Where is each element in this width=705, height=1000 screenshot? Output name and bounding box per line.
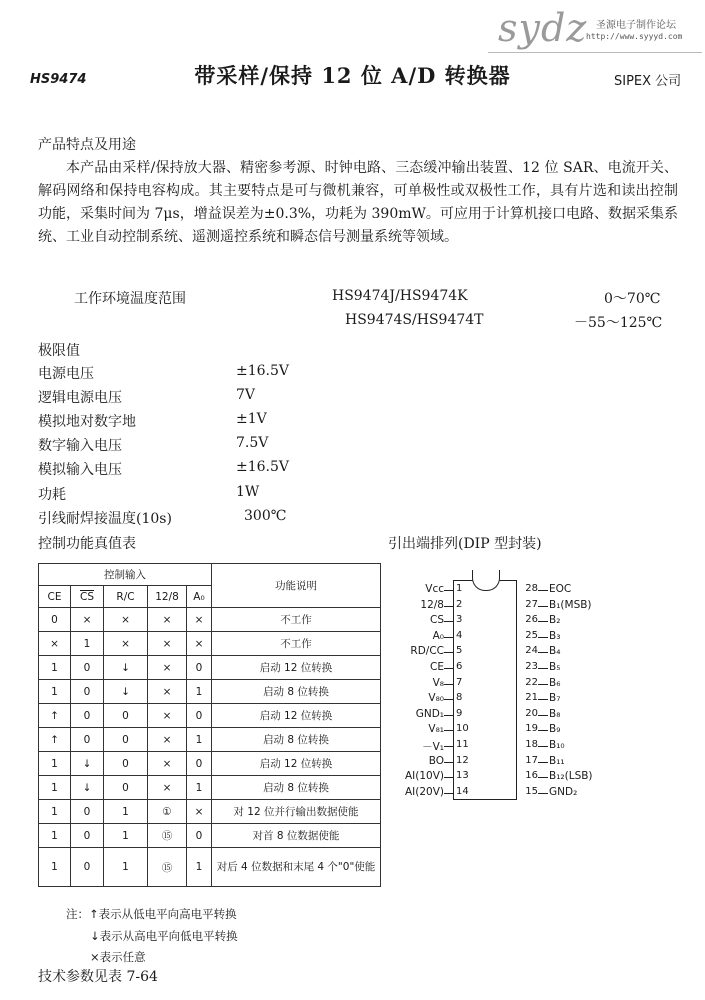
pin-label-right: B₁₁ (549, 754, 565, 767)
pin-number-left: 11 (456, 739, 469, 750)
table-row (39, 824, 381, 848)
column-header-ce: CE (39, 586, 71, 608)
pin-lead-left (444, 730, 453, 731)
truth-table-heading: 控制功能真值表 (38, 536, 136, 552)
pin-number-right: 26 (525, 614, 538, 626)
limit-label: 电源电压 (38, 366, 94, 382)
table-row (39, 632, 381, 656)
pin-number-right: 17 (525, 754, 538, 766)
pin-number-left: 8 (456, 692, 463, 704)
pin-label-right: B₂ (549, 614, 561, 627)
pin-label-right: GND₂ (549, 785, 578, 798)
table-cell: 0 (71, 680, 104, 704)
column-header-a0: A₀ (187, 586, 212, 608)
table-cell: ↓ (104, 656, 148, 680)
watermark-url: http://www.syyyd.com (586, 32, 683, 41)
table-cell: ↓ (71, 776, 104, 800)
pin-label-right: B₉ (549, 723, 561, 736)
pin-label-right: B₆ (549, 676, 561, 689)
table-cell: × (148, 632, 187, 656)
pin-lead-right (538, 762, 548, 763)
pin-label-right: B₁₂(LSB) (549, 770, 593, 783)
table-cell: 0 (187, 704, 212, 728)
function-cell: 启动 12 位转换 (212, 752, 381, 776)
function-cell: 对首 8 位数据使能 (212, 824, 381, 848)
pin-lead-left (444, 606, 453, 607)
table-cell: 0 (71, 656, 104, 680)
table-cell: ↓ (71, 752, 104, 776)
page-title: 带采样/保持 12 位 A/D 转换器 (194, 63, 511, 88)
table-cell: 1 (187, 776, 212, 800)
pin-lead-left (444, 637, 453, 638)
table-row (39, 608, 381, 632)
pin-label-right: B₃ (549, 629, 561, 642)
truth-table-body (39, 608, 381, 887)
table-cell: 1 (104, 800, 148, 824)
truth-table-group-header: 控制输入 (39, 564, 212, 586)
pin-number-right: 25 (525, 629, 538, 641)
table-cell: 1 (39, 776, 71, 800)
pin-number-left: 3 (456, 614, 463, 626)
limit-label: 数字输入电压 (38, 438, 122, 454)
table-cell: ↓ (104, 680, 148, 704)
limit-value: 1W (236, 484, 260, 500)
table-cell: ↑ (39, 704, 71, 728)
table-cell: 0 (71, 824, 104, 848)
pin-label-right: B₈ (549, 707, 561, 720)
pin-lead-right (538, 793, 548, 794)
table-cell: 0 (187, 824, 212, 848)
pin-lead-left (444, 684, 453, 685)
table-row (39, 728, 381, 752)
pin-lead-left (444, 746, 453, 747)
table-cell: × (39, 632, 71, 656)
column-header-cs: $\overline{CS}$ (71, 586, 104, 608)
table-cell: × (187, 632, 212, 656)
pin-lead-right (538, 637, 548, 638)
limit-value: 7V (236, 387, 256, 403)
function-cell: 启动 8 位转换 (212, 680, 381, 704)
limit-value: ±1V (236, 411, 267, 427)
table-row (39, 704, 381, 728)
function-cell: 对 12 位并行输出数据使能 (212, 800, 381, 824)
pin-number-right: 15 (525, 785, 538, 797)
pin-lead-right (538, 684, 548, 685)
pin-label-left: V₈ (432, 676, 444, 689)
pin-number-left: 9 (456, 707, 463, 719)
table-cell: × (104, 632, 148, 656)
table-cell: × (148, 656, 187, 680)
table-cell: 0 (71, 848, 104, 887)
pin-lead-right (538, 777, 548, 778)
pin-lead-left (444, 590, 453, 591)
pin-label-left: BO (428, 754, 444, 767)
function-cell: 启动 12 位转换 (212, 704, 381, 728)
pin-label-left: GND₁ (415, 707, 444, 720)
pin-label-right: B₁₀ (549, 739, 565, 751)
pin-lead-left (444, 715, 453, 716)
table-cell: 0 (104, 728, 148, 752)
table-row (39, 776, 381, 800)
part-number: HS9474 (30, 72, 87, 87)
limit-value: 300℃ (244, 508, 287, 524)
table-cell: × (148, 752, 187, 776)
table-cell: 1 (71, 632, 104, 656)
truth-table-function-header: 功能说明 (212, 564, 381, 608)
pin-label-right: B₇ (549, 692, 561, 705)
table-cell: × (148, 776, 187, 800)
pin-number-left: 12 (456, 754, 469, 766)
pin-label-right: EOC (549, 583, 572, 595)
table-cell: 1 (39, 680, 71, 704)
operating-temp-models-1: HS9474J/HS9474K (332, 288, 468, 304)
table-cell: × (148, 608, 187, 632)
table-row (39, 752, 381, 776)
table-row (39, 848, 381, 887)
table-cell: × (148, 728, 187, 752)
watermark (488, 2, 702, 53)
pin-number-right: 23 (525, 661, 538, 672)
function-cell: 不工作 (212, 608, 381, 632)
table-cell: 1 (187, 728, 212, 752)
table-cell: 0 (71, 800, 104, 824)
column-header-12-8: 12/8 (148, 586, 187, 608)
pinout-heading: 引出端排列(DIP 型封装) (388, 536, 542, 552)
ic-package-body (453, 580, 517, 800)
watermark-text: 圣源电子制作论坛 (596, 20, 676, 31)
pin-number-left: 10 (456, 723, 469, 735)
pin-lead-right (538, 699, 548, 700)
company-name: SIPEX 公司 (614, 74, 682, 89)
table-cell: ⑮ (148, 824, 187, 848)
table-cell: 1 (187, 848, 212, 887)
pin-lead-right (538, 746, 548, 747)
column-header-rc: R/C (104, 586, 148, 608)
table-cell: × (148, 680, 187, 704)
pin-number-right: 18 (525, 739, 538, 750)
table-cell: 0 (71, 704, 104, 728)
table-cell: 0 (187, 752, 212, 776)
limit-label: 模拟输入电压 (38, 462, 122, 478)
pin-label-right: B₄ (549, 645, 561, 658)
pin-label-left: CE (430, 661, 444, 673)
pin-label-left: －V₁ (422, 741, 444, 753)
features-text: 本产品由采样/保持放大器、精密参考源、时钟电路、三态缓冲输出装置、12 位 SAR、电流开关、解码网络和保持电容构成。其主要特点是可与微机兼容，可单极性或双极性工作，具有片选和读出控制功能，采集时间为 7μs，增益误差为±0.3%，功耗为 390mW。可应用于计算机接口电路、数据采集系统、工业自动控制系统、遥测遥控系统和瞬态信号测量系统等领域。 (38, 160, 678, 245)
function-cell: 启动 8 位转换 (212, 728, 381, 752)
operating-temp-range-2: －55～125℃ (574, 315, 663, 331)
pin-label-left: CS (430, 614, 444, 627)
pin-lead-right (538, 668, 548, 669)
table-cell: 1 (39, 848, 71, 887)
function-cell: 启动 8 位转换 (212, 776, 381, 800)
table-cell: ⑮ (148, 848, 187, 887)
operating-temp-range-1: 0～70℃ (604, 291, 661, 307)
pin-lead-left (444, 621, 453, 622)
table-cell: 0 (71, 728, 104, 752)
note-line: ×表示任意 (90, 950, 146, 964)
note-line: 注：↑表示从低电平向高电平转换 (66, 907, 237, 921)
pin-lead-left (444, 762, 453, 763)
pin-lead-right (538, 606, 548, 607)
pin-label-right: B₁(MSB) (549, 598, 592, 611)
table-cell: × (187, 608, 212, 632)
pin-label-left: V₈₀ (428, 692, 444, 705)
table-cell: × (104, 608, 148, 632)
pin-label-left: AI(10V) (404, 770, 444, 783)
pin-lead-left (444, 777, 453, 778)
pin-number-left: 4 (456, 629, 463, 641)
table-cell: × (187, 800, 212, 824)
table-row (39, 800, 381, 824)
pin-lead-right (538, 730, 548, 731)
table-cell: 0 (104, 776, 148, 800)
pin-number-right: 19 (525, 723, 538, 735)
table-cell: 1 (39, 656, 71, 680)
pin-number-left: 7 (456, 676, 463, 688)
pin-number-left: 1 (456, 583, 463, 594)
pin-number-right: 16 (525, 770, 538, 782)
pin-lead-right (538, 621, 548, 622)
function-cell: 对后 4 位数据和末尾 4 个"0"使能 (212, 848, 381, 887)
pin-lead-left (444, 793, 453, 794)
limits-heading: 极限值 (38, 343, 80, 359)
truth-table (38, 563, 381, 887)
limit-label: 引线耐焊接温度(10s) (38, 511, 172, 527)
table-cell: 0 (104, 752, 148, 776)
function-cell: 不工作 (212, 632, 381, 656)
features-paragraph (38, 157, 678, 249)
footer-text: 技术参数见表 7-64 (38, 969, 158, 985)
table-cell: ① (148, 800, 187, 824)
table-cell: 1 (104, 824, 148, 848)
operating-temp-models-2: HS9474S/HS9474T (345, 312, 484, 328)
pin-number-right: 27 (525, 598, 538, 610)
pin-label-left: V₈₁ (428, 723, 444, 736)
pin-number-left: 6 (456, 661, 463, 672)
table-cell: 1 (39, 800, 71, 824)
table-cell: 1 (104, 848, 148, 887)
table-row (39, 656, 381, 680)
pin-number-right: 20 (525, 707, 538, 719)
pin-lead-right (538, 715, 548, 716)
watermark-logo: sydz (498, 6, 588, 50)
features-heading: 产品特点及用途 (38, 137, 136, 153)
function-cell: 启动 12 位转换 (212, 656, 381, 680)
table-cell: 1 (39, 824, 71, 848)
pin-label-left: AI(20V) (404, 785, 444, 798)
table-cell: × (148, 704, 187, 728)
pin-number-right: 28 (525, 583, 538, 594)
pin-lead-left (444, 699, 453, 700)
limit-value: ±16.5V (236, 459, 290, 475)
table-cell: × (71, 608, 104, 632)
pin-label-left: 12/8 (420, 598, 444, 611)
pin-number-right: 21 (525, 692, 538, 704)
pin-number-left: 13 (456, 770, 469, 782)
limit-value: ±16.5V (236, 363, 290, 379)
pin-number-left: 2 (456, 598, 463, 610)
pin-lead-right (538, 590, 548, 591)
pin-label-left: Vcc (425, 583, 444, 595)
limit-value: 7.5V (236, 435, 269, 451)
table-cell: 1 (39, 752, 71, 776)
limit-label: 模拟地对数字地 (38, 414, 136, 430)
pin-number-left: 5 (456, 645, 463, 657)
limit-label: 逻辑电源电压 (38, 390, 122, 406)
pin-label-left: A₀ (432, 629, 444, 642)
pin-lead-left (444, 652, 453, 653)
pin-lead-right (538, 652, 548, 653)
operating-temp-label: 工作环境温度范围 (74, 291, 186, 307)
table-cell: 0 (39, 608, 71, 632)
note-line: ↓表示从高电平向低电平转换 (90, 929, 238, 943)
table-cell: 0 (104, 704, 148, 728)
pin-number-right: 24 (525, 645, 538, 657)
table-row (39, 680, 381, 704)
table-cell: 0 (187, 656, 212, 680)
pin-number-left: 14 (456, 785, 469, 797)
pin-label-left: RD/CC (410, 645, 444, 658)
table-cell: 1 (187, 680, 212, 704)
pin-lead-left (444, 668, 453, 669)
pin-label-right: B₅ (549, 661, 561, 673)
table-cell: ↑ (39, 728, 71, 752)
pin-number-right: 22 (525, 676, 538, 688)
limit-label: 功耗 (38, 487, 66, 503)
